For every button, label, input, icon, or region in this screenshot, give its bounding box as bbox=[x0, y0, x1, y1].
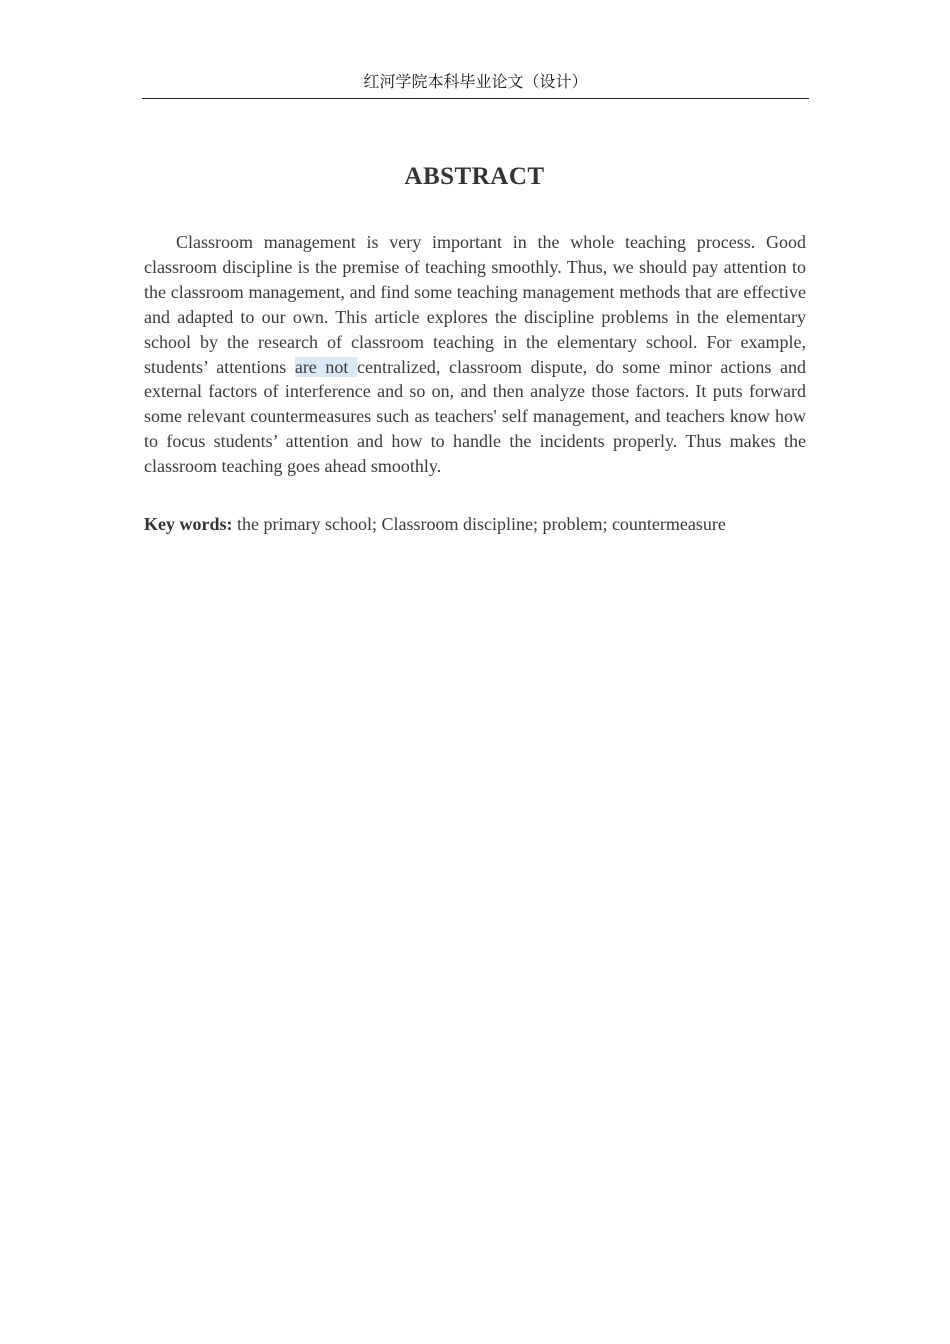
running-header-title: 红河学院本科毕业论文（设计） bbox=[363, 72, 588, 91]
abstract-heading: ABSTRACT bbox=[404, 163, 545, 190]
abstract-paragraph bbox=[144, 230, 806, 479]
abstract-text-part-2: centralized, classroom dispute, do some minor actions and external factors of interference and so on, and then analyze those factors. It puts forward some relevant countermeasures such as teachers' self management, and teachers know how to focus students’ attention and how to handle the incidents properly. Thus makes the classroom teaching goes ahead smoothly. bbox=[144, 356, 806, 477]
keywords-label: Key words: bbox=[144, 514, 233, 534]
text-selection-highlight[interactable]: are not bbox=[294, 356, 357, 377]
running-header bbox=[142, 70, 809, 99]
keywords-text: the primary school; Classroom discipline; problem; countermeasure bbox=[232, 514, 726, 534]
keywords-line bbox=[144, 511, 806, 537]
abstract-text-part-1: Classroom management is very important in the whole teaching process. Good classroom discipline is the premise of teaching smoothly. Thus, we should pay attention to the classroom management, and find some teaching management methods that are effective and adapted to our own. This article explores the discipline problems in the elementary school by the research of classroom teaching in the elementary school. For example, students’ attentions bbox=[144, 232, 806, 377]
